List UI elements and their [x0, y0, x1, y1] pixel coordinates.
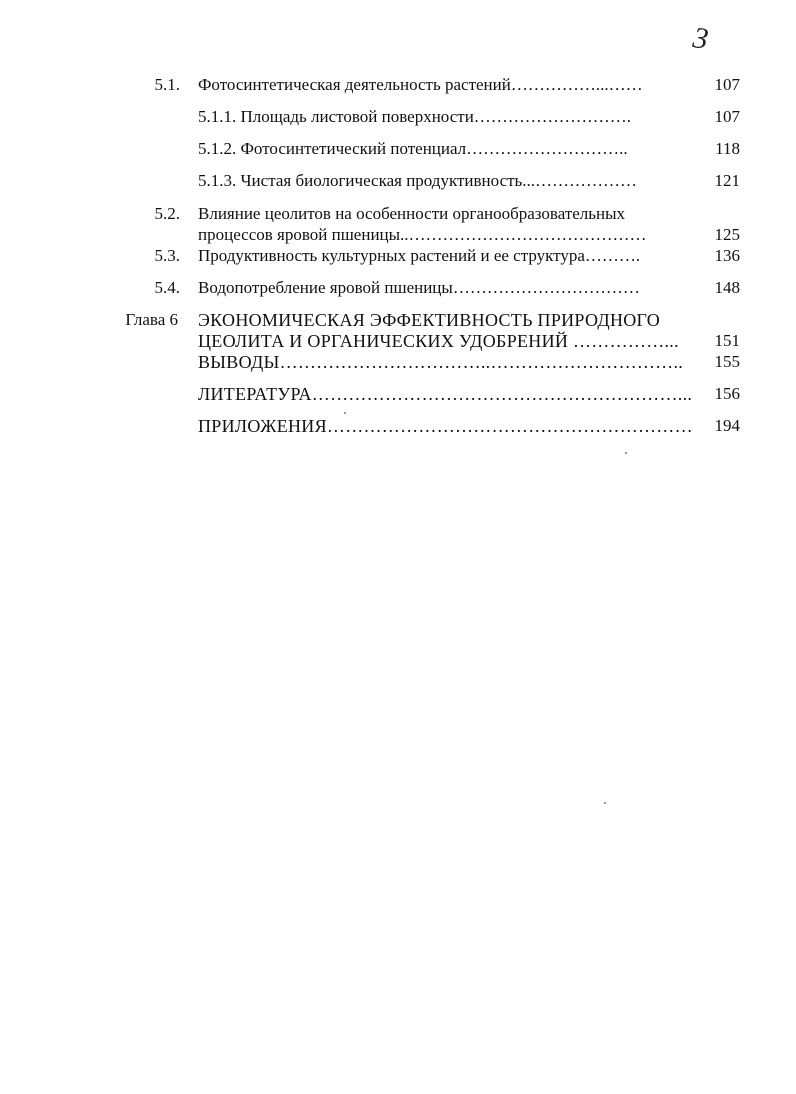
toc-entry-number: 5.3. — [154, 246, 180, 265]
toc-entry-title: 5.1.3. Чистая биологическая продуктивность...……………… — [198, 171, 638, 190]
toc-entry-page: 107 — [714, 107, 740, 126]
toc-entry-title: Фотосинтетическая деятельность растений……………...…… — [198, 75, 643, 94]
toc-entry-page: 148 — [714, 278, 740, 297]
handwritten-page-mark: 3 — [690, 21, 711, 56]
toc-entry-title-line1: ЭКОНОМИЧЕСКАЯ ЭФФЕКТИВНОСТЬ ПРИРОДНОГО — [198, 310, 661, 330]
toc-entry-title: ЛИТЕРАТУРА……………………………………………………... — [198, 384, 693, 404]
toc-entry-title-line1: Влияние цеолитов на особенности органообразовательных — [198, 204, 626, 223]
toc-entry-page: 136 — [714, 246, 740, 265]
toc-entry-page: 151 — [714, 331, 740, 350]
toc-entry-title: Продуктивность культурных растений и ее структура………. — [198, 246, 641, 265]
toc-entry-number: Глава 6 — [125, 310, 178, 329]
toc-entry-title: ВЫВОДЫ……………………………..………………………….. — [198, 352, 684, 372]
toc-entry-number: 5.4. — [154, 278, 180, 297]
toc-entry-page: 107 — [714, 75, 740, 94]
toc-entry-title: ПРИЛОЖЕНИЯ…………………………………………………… — [198, 416, 693, 436]
toc-entry-title-line2: процессов яровой пшеницы..…………………………………… — [198, 225, 647, 244]
scan-speck — [625, 452, 627, 454]
toc-entry-number: 5.1. — [154, 75, 180, 94]
toc-entry-title-line2: ЦЕОЛИТА И ОРГАНИЧЕСКИХ УДОБРЕНИЙ ……………... — [198, 331, 679, 351]
toc-entry-page: 118 — [715, 139, 740, 158]
toc-entry-number: 5.2. — [154, 204, 180, 223]
toc-entry-title: 5.1.1. Площадь листовой поверхности………………………. — [198, 107, 632, 126]
toc-entry-page: 156 — [714, 384, 740, 403]
scan-speck — [344, 412, 346, 414]
toc-entry-page: 194 — [714, 416, 740, 435]
toc-entry-page: 155 — [714, 352, 740, 371]
scan-speck — [604, 802, 606, 804]
toc-entry-page: 121 — [714, 171, 740, 190]
toc-entry-title: 5.1.2. Фотосинтетический потенциал……………………….. — [198, 139, 628, 158]
toc-entry-title: Водопотребление яровой пшеницы…………………………… — [198, 278, 640, 297]
toc-entry-page: 125 — [714, 225, 740, 244]
